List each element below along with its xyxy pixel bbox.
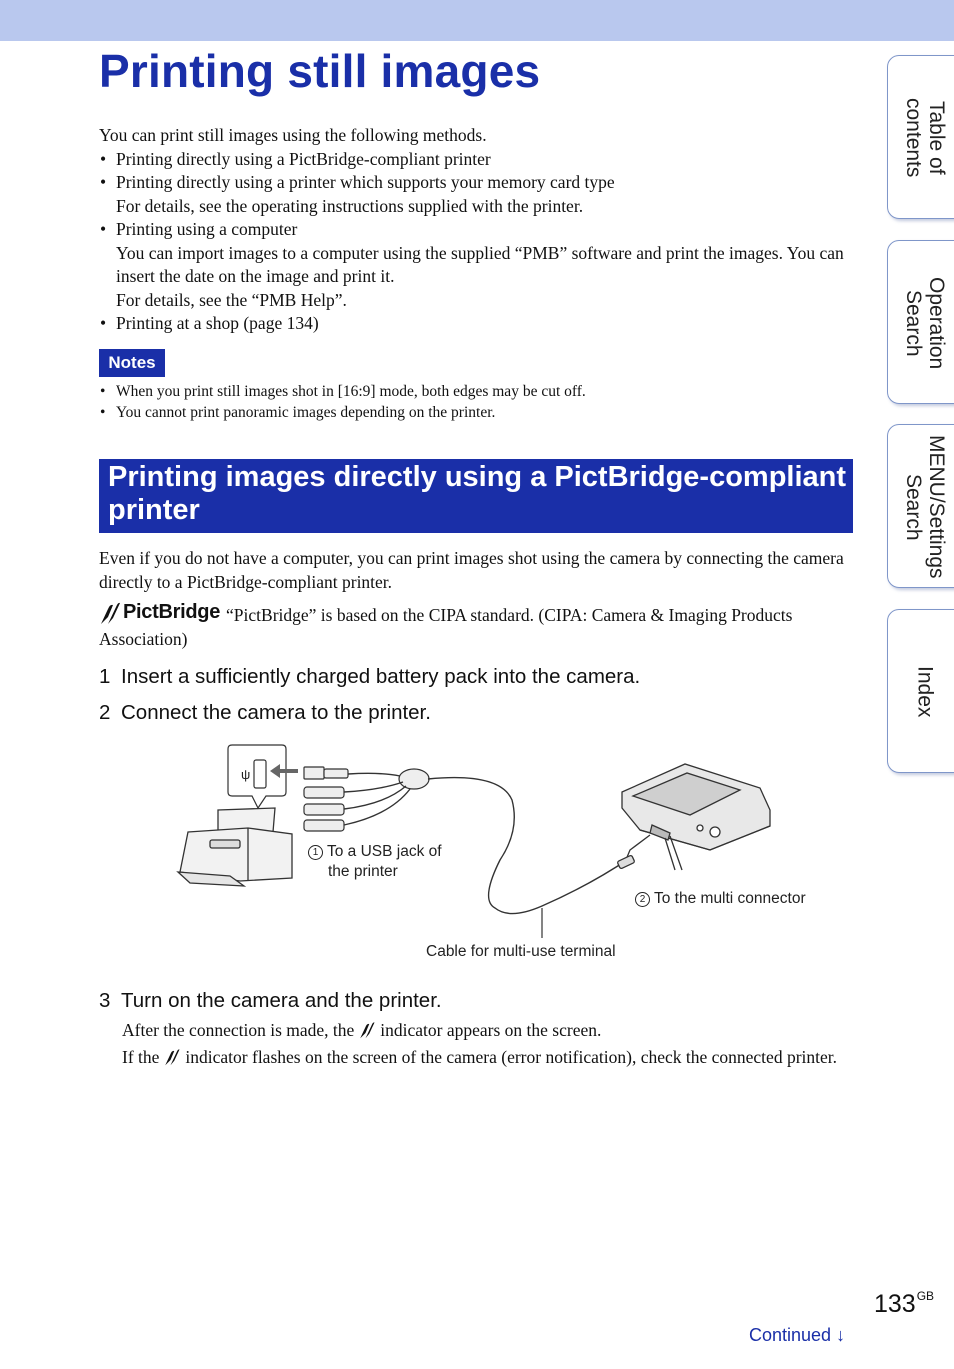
method-detail: You can import images to a computer using the supplied “PMB” software and print the images. You can insert the date on the image and print it. (116, 242, 844, 286)
step-number: 2 (99, 701, 111, 724)
notes-label: Notes (99, 349, 165, 377)
method-text: Printing directly using a printer which supports your memory card type (116, 172, 615, 192)
step-text: Insert a sufficiently charged battery pack into the camera. (121, 665, 641, 688)
page-suffix: GB (916, 1289, 935, 1303)
intro-text: You can print still images using the following methods. (99, 125, 487, 145)
printer-illustration (178, 808, 292, 886)
step-3-line-1: After the connection is made, the indicator appears on the screen. (122, 1019, 857, 1046)
connection-diagram (170, 740, 840, 970)
section-paragraph: Even if you do not have a computer, you can print images shot using the camera by connecting the camera directly to a PictBridge-compliant printer. (99, 548, 844, 592)
list-item (99, 148, 859, 172)
cable-plugs (304, 767, 429, 831)
tab-table-of-contents[interactable]: Table of contents (887, 55, 954, 219)
tab-menu-settings-search[interactable]: MENU/Settings Search (887, 424, 954, 588)
multi-connector-label: 2 To the multi connector (635, 889, 806, 909)
camera-illustration (617, 764, 770, 870)
note-item: • You cannot print panoramic images depending on the printer. (99, 402, 859, 423)
pictbridge-logo-icon (99, 601, 121, 625)
step-text: Connect the camera to the printer. (121, 701, 431, 724)
step-3-line-2: If the indicator flashes on the screen of the camera (error notification), check the connected printer. (122, 1046, 857, 1073)
arrow-down-icon: ↓ (836, 1325, 846, 1345)
method-detail: For details, see the operating instructions supplied with the printer. (116, 195, 584, 216)
step-text: Turn on the camera and the printer. (121, 989, 442, 1012)
step-1 (99, 665, 640, 689)
pictbridge-note (99, 601, 855, 651)
pictbridge-indicator-icon (163, 1048, 181, 1073)
list-item (99, 312, 859, 336)
header-bar (0, 0, 954, 41)
callout-number: 2 (635, 892, 650, 907)
tab-operation-search[interactable]: Operation Search (887, 240, 954, 404)
page-title: Printing still images (99, 45, 541, 97)
page-number: $133^{GB}$ (874, 1289, 935, 1318)
pictbridge-indicator-icon (358, 1021, 376, 1046)
note-item: • When you print still images shot in [16:9] mode, both edges may be cut off. (99, 381, 859, 402)
pictbridge-logo: PictBridge (99, 601, 220, 625)
connection-illustration (170, 740, 840, 970)
step-number: 1 (99, 665, 111, 688)
methods-list (99, 148, 859, 336)
method-detail: For details, see the “PMB Help”. (116, 289, 347, 310)
usb-port-callout (228, 745, 298, 808)
pictbridge-note-text: “PictBridge” is based on the CIPA standard. (CIPA: Camera & Imaging Products Association) (99, 605, 793, 649)
step-3 (99, 989, 442, 1013)
list-item (99, 171, 859, 218)
step-3-details (122, 1019, 857, 1072)
method-text: Printing using a computer (116, 219, 298, 239)
tab-index[interactable]: Index (887, 609, 954, 773)
section-heading: Printing images directly using a PictBridge-compliant printer (99, 459, 853, 533)
notes-list (99, 381, 859, 423)
callout-number: 1 (308, 845, 323, 860)
intro-block (99, 124, 859, 336)
cable-label: Cable for multi-use terminal (426, 943, 616, 960)
method-text: Printing at a shop (page 134) (116, 313, 319, 333)
method-text: Printing directly using a PictBridge-compliant printer (116, 148, 491, 169)
step-number: 3 (99, 989, 111, 1012)
continued-link[interactable]: Continued ↓ (749, 1325, 846, 1345)
list-item (99, 218, 859, 312)
usb-jack-label: 1 To a USB jack of the printer (308, 842, 442, 882)
svg-text:ψ: ψ (241, 767, 251, 782)
step-2 (99, 701, 431, 725)
